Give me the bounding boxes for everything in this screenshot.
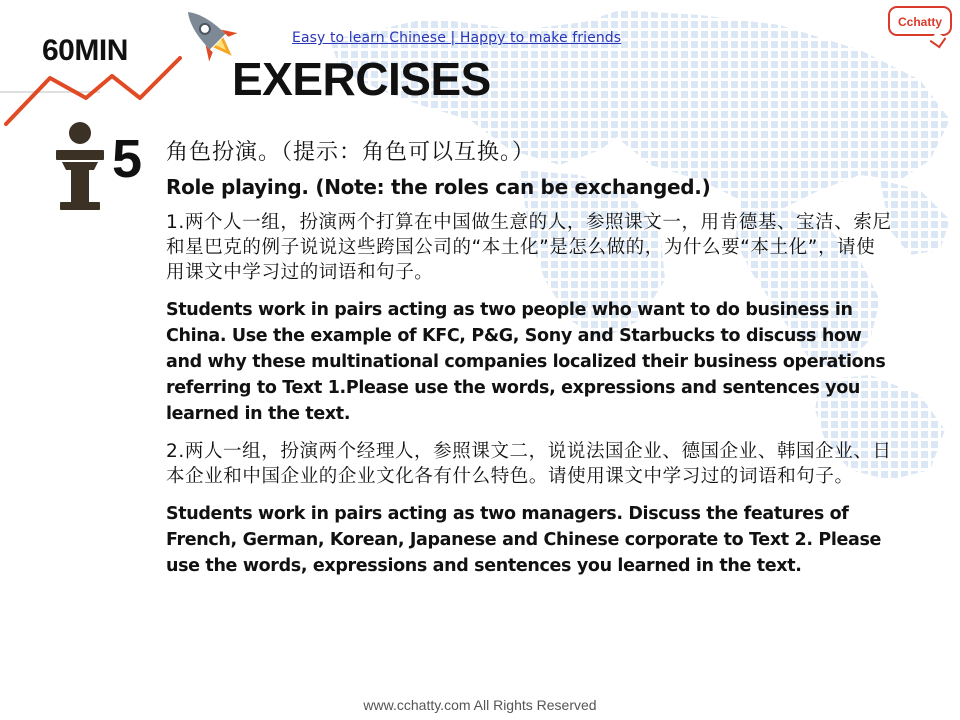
- exercise-number: 5: [112, 129, 143, 189]
- task-1-en: Students work in pairs acting as two people who want to do business in China. Use the example of KFC, P&G, Sony and Starbucks to discuss how and why these multinational companies localized their business operations referring to Text 1.Please use the words, expressions and sentences you learned in the text.: [166, 300, 886, 424]
- task-1-zh: 1.两个人一组，扮演两个打算在中国做生意的人，参照课文一，用肯德基、宝洁、索尼和星巴克的例子说说这些跨国公司的“本土化”是怎么做的，为什么要“本土化”，请使用课文中学习过的词语和句子。: [166, 212, 892, 283]
- page-title: EXERCISES: [232, 53, 491, 105]
- trend-arrow-icon: [0, 0, 260, 130]
- cchatty-logo: [888, 6, 952, 36]
- tagline-link[interactable]: Easy to learn Chinese | Happy to make friends: [292, 30, 622, 46]
- logo-text: Cchatty: [897, 15, 942, 29]
- exercise-title-zh: 角色扮演。（提示：角色可以互换。）: [166, 140, 536, 165]
- duration-label: 60MIN: [42, 34, 128, 67]
- task-2-en: Students work in pairs acting as two managers. Discuss the features of French, German, Korean, Japanese and Chinese corporate to Text 2. Please use the words, expressions and sentences you learned in the text.: [166, 504, 882, 576]
- exercise-title-en: Role playing. (Note: the roles can be exchanged.): [166, 175, 711, 199]
- footer-copyright: www.cchatty.com All Rights Reserved: [363, 697, 597, 713]
- exercise-content: [166, 138, 894, 591]
- task-2-zh: 2.两人一组，扮演两个经理人，参照课文二，说说法国企业、德国企业、韩国企业、日本企业和中国企业的企业文化各有什么特色。请使用课文中学习过的词语和句子。: [166, 441, 892, 487]
- podium-speaker-icon: [54, 120, 106, 214]
